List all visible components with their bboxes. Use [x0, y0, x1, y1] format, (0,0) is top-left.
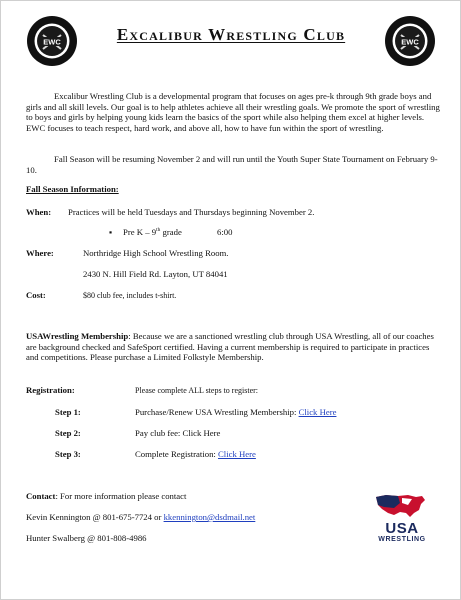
usa-logo-line2: WRESTLING [378, 536, 426, 543]
contact-person1: Kevin Kennington @ 801-675-7724 or kkennington@dsdmail.net [26, 512, 256, 522]
grade-bullet: ▪ [109, 227, 113, 237]
step2-label: Step 2: [55, 428, 81, 438]
step1-link[interactable]: Click Here [298, 407, 337, 417]
where-line2: 2430 N. Hill Field Rd. Layton, UT 84041 [83, 269, 228, 279]
usa-logo-line1: USA [385, 520, 419, 537]
usa-wrestling-map-icon [372, 491, 428, 519]
step1-label: Step 1: [55, 407, 81, 417]
when-label: When: [26, 207, 52, 217]
cost-label: Cost: [26, 290, 46, 300]
grade-text: Pre K – 9th grade [123, 227, 182, 237]
contact-email-link[interactable]: kkennington@dsdmail.net [163, 512, 256, 522]
registration-intro: Please complete ALL steps to register: [135, 386, 259, 395]
contact-line: Contact: For more information please contact [26, 491, 187, 501]
registration-label: Registration: [26, 385, 75, 395]
step3-link[interactable]: Click Here [218, 449, 256, 459]
practice-time: 6:00 [217, 227, 233, 237]
when-text: Practices will be held Tuesdays and Thursdays beginning November 2. [68, 207, 315, 217]
step3-text: Complete Registration: Click Here [135, 449, 256, 459]
step1-text: Purchase/Renew USA Wrestling Membership: Click Here [135, 407, 337, 417]
intro-paragraph: Excalibur Wrestling Club is a developmental program that focuses on ages pre-k through 9th grade boys and girls and all skill levels. Our goal is to help athletes achieve all their wrestling goals. We promote the sport of wrestling to boys and girls by helping young kids learn the basics of the sport while also helping them excel at higher levels. EWC focuses to teach respect, hard work, and above all, how to have fun within the sport of wrestling. [26, 91, 440, 134]
season-heading: Fall Season Information: [26, 184, 119, 194]
membership-paragraph: USAWrestling Membership: Because we are a sanctioned wrestling club through USA Wrestling, all of our coaches are background checked and SafeSport certified. Having a current membership is required to participate in practices and competitions. Please purchase a Limited Folkstyle Membership. [26, 331, 434, 363]
cost-text: $80 club fee, includes t-shirt. [83, 291, 177, 300]
contact-person2: Hunter Swalberg @ 801-808-4986 [26, 533, 147, 543]
where-line1: Northridge High School Wrestling Room. [83, 248, 229, 258]
svg-text:EWC: EWC [401, 37, 419, 47]
ewc-logo-right [384, 15, 436, 67]
step3-label: Step 3: [55, 449, 81, 459]
where-label: Where: [26, 248, 54, 258]
ewc-logo-left [26, 15, 78, 67]
step2-text: Pay club fee: Click Here [135, 428, 221, 438]
svg-text:EWC: EWC [43, 37, 61, 47]
club-title: Excalibur Wrestling Club [116, 25, 346, 44]
season-dates-paragraph: Fall Season will be resuming November 2 and will run until the Youth Super State Tournament on February 9-10. [26, 154, 438, 175]
